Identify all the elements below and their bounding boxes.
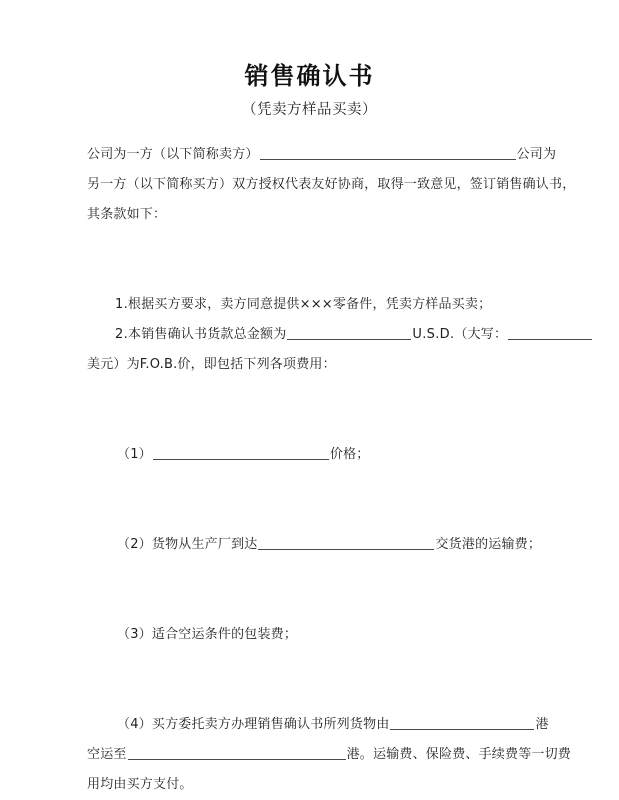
amount-in-words-blank[interactable] [508,326,592,340]
clause-1-number: 1. [115,297,129,312]
sub-item-3-number: （3） [117,627,152,642]
sub-item-4-text-before: 买方委托卖方办理销售确认书所列货物由 [151,717,390,732]
sub-item-2-text-after: 交货港的运输费； [435,537,542,552]
preamble-line-1-text-after: 公司为 [516,147,557,162]
clause-2 [87,320,533,350]
sub-item-4 [87,710,549,740]
sub-item-1-number: （1） [117,447,152,462]
spacer-row [87,260,533,290]
sub-item-3-text: 适合空运条件的包装费； [151,627,298,642]
sub-item-4-number: （4） [117,717,152,732]
seller-name-blank[interactable] [260,146,516,160]
clause-1-text: 根据买方要求，卖方同意提供×××零备件，凭卖方样品买卖； [128,297,492,312]
clause-2-text-mid: （大写： [454,327,508,342]
spacer-row [87,590,533,620]
clause-1 [87,290,533,320]
sub-item-4-continuation [87,740,572,770]
sub-item-4-text-after: 港 [535,717,549,732]
origin-airport-blank[interactable] [390,716,534,730]
preamble-line-1-text-before: 公司为一方（以下简称卖方） [87,147,259,162]
clause-2-continuation: 美元）为F.O.B.价，即包括下列各项费用： [87,357,336,372]
sub-item-1-text-after: 价格； [329,447,370,462]
destination-airport-blank[interactable] [128,746,346,760]
preamble-line-1 [87,140,557,170]
sub-item-2 [87,530,542,560]
delivery-port-blank[interactable] [258,536,434,550]
preamble-line-3: 其条款如下： [87,207,167,222]
spacer-row [87,410,533,440]
page-title: 销售确认书 [244,62,375,90]
currency-label: U.S.D. [412,327,455,342]
document-body [87,140,576,800]
sub-item-2-text-before: 货物从生产厂到达 [151,537,258,552]
preamble-line-2: 另一方（以下简称买方）双方授权代表友好协商，取得一致意见，签订销售确认书， [87,177,576,192]
sub-item-2-number: （2） [117,537,152,552]
sub-item-4-cont-text-after: 港。运输费、保险费、手续费等一切费 [346,747,572,762]
spacer-row [87,500,533,530]
spacer-row [87,680,533,710]
spacer-row [87,230,533,260]
total-amount-blank[interactable] [287,326,411,340]
spacer-row [87,470,533,500]
spacer-row [87,650,533,680]
sub-item-1 [87,440,533,470]
sub-item-3 [87,620,533,650]
spacer-row [87,560,533,590]
price-term-blank[interactable] [153,446,329,460]
spacer-row [87,380,533,410]
sub-item-4-continuation-2: 用均由买方支付。 [87,777,193,792]
clause-2-text-before: 本销售确认书货款总金额为 [128,327,287,342]
title-block [0,60,619,122]
sub-item-4-cont-text-before: 空运至 [87,747,127,762]
clause-2-number: 2. [115,327,129,342]
page-subtitle: （凭卖方样品买卖） [242,102,377,118]
